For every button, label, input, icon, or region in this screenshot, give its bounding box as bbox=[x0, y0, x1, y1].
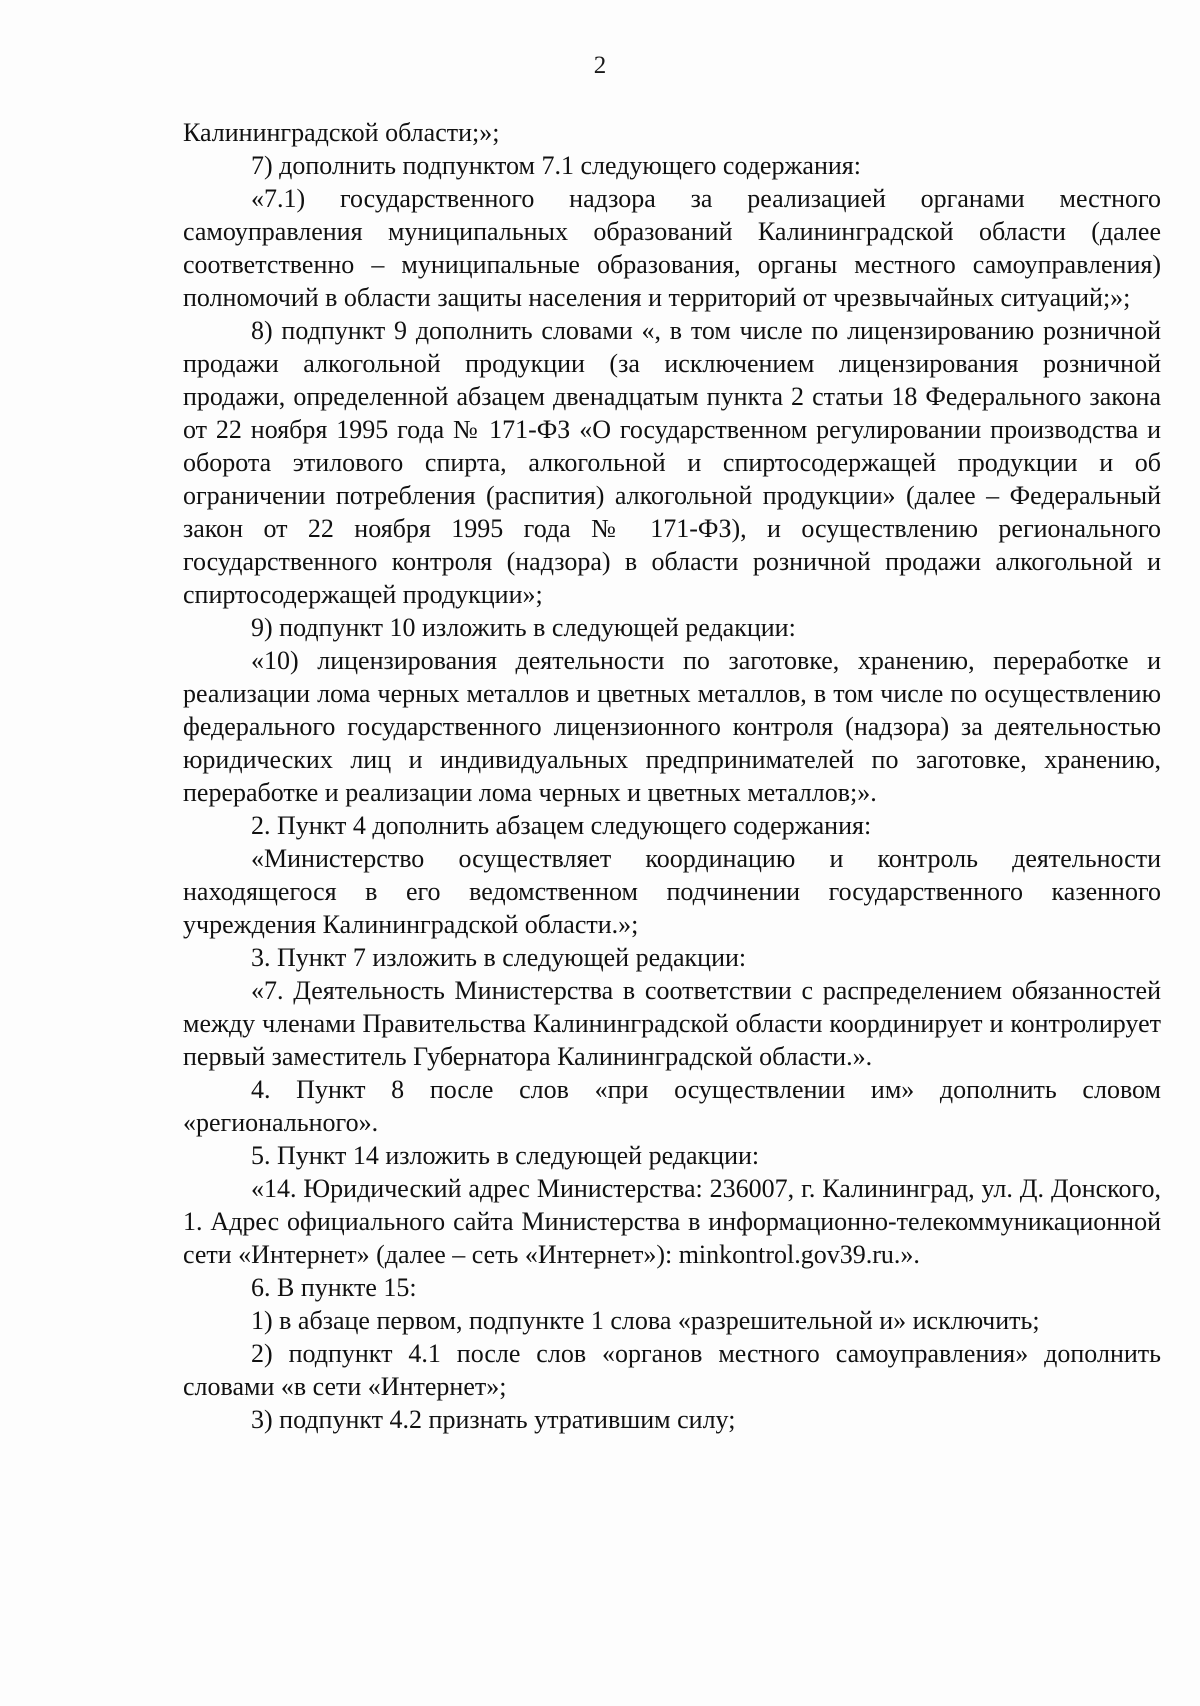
paragraph: «14. Юридический адрес Министерства: 236007, г. Калининград, ул. Д. Донского, 1. Адрес официального сайта Министерства в информационно-телекоммуникационной сети «Интернет» (далее – сеть «Интернет»): minkontrol.gov39.ru.». bbox=[183, 1174, 1161, 1269]
paragraph: 3. Пункт 7 изложить в следующей редакции: bbox=[251, 943, 747, 972]
paragraph: 8) подпункт 9 дополнить словами «, в том числе по лицензированию розничной продажи алкогольной продукции (за исключением лицензирования розничной продажи, определенной абзацем двенадцатым пункта 2 статьи 18 Федерального закона от 22 ноября 1995 года № 171-ФЗ «О государственном регулировании производства и оборота этилового спирта, алкогольной и спиртосодержащей продукции и об ограничении потребления (распития) алкогольной продукции» (далее – Федеральный закон от 22 ноября 1995 года № 171-ФЗ), и осуществлению регионального государственного контроля (надзора) в области розничной продажи алкогольной и спиртосодержащей продукции»; bbox=[183, 316, 1161, 609]
paragraph: 1) в абзаце первом, подпункте 1 слова «разрешительной и» исключить; bbox=[251, 1306, 1040, 1335]
page-number: 2 bbox=[593, 52, 607, 79]
paragraph: 9) подпункт 10 изложить в следующей редакции: bbox=[251, 613, 796, 642]
paragraph: «10) лицензирования деятельности по заготовке, хранению, переработке и реализации лома черных металлов и цветных металлов, в том числе по осуществлению федерального государственного лицензионного контроля (надзора) за деятельностью юридических лиц и индивидуальных предпринимателей по заготовке, хранению, переработке и реализации лома черных и цветных металлов;». bbox=[183, 646, 1161, 807]
paragraph: 2) подпункт 4.1 после слов «органов местного самоуправления» дополнить словами «в сети «Интернет»; bbox=[183, 1339, 1161, 1401]
document-body bbox=[183, 116, 1161, 1436]
paragraph: «Министерство осуществляет координацию и контроль деятельности находящегося в его ведомственном подчинении государственного казенного учреждения Калининградской области.»; bbox=[183, 844, 1161, 939]
paragraph: 5. Пункт 14 изложить в следующей редакции: bbox=[251, 1141, 760, 1170]
paragraph: Калининградской области;»; bbox=[183, 118, 500, 147]
paragraph: 3) подпункт 4.2 признать утратившим силу; bbox=[251, 1405, 736, 1434]
paragraph: 4. Пункт 8 после слов «при осуществлении им» дополнить словом «регионального». bbox=[183, 1075, 1161, 1137]
paragraph: «7. Деятельность Министерства в соответствии с распределением обязанностей между членами Правительства Калининградской области координирует и контролирует первый заместитель Губернатора Калининградской области.». bbox=[183, 976, 1161, 1071]
paragraph: «7.1) государственного надзора за реализацией органами местного самоуправления муниципальных образований Калининградской области (далее соответственно – муниципальные образования, органы местного самоуправления) полномочий в области защиты населения и территорий от чрезвычайных ситуаций;»; bbox=[183, 184, 1161, 312]
paragraph: 2. Пункт 4 дополнить абзацем следующего содержания: bbox=[251, 811, 872, 840]
paragraph: 7) дополнить подпунктом 7.1 следующего содержания: bbox=[251, 151, 861, 180]
paragraph: 6. В пункте 15: bbox=[251, 1273, 417, 1302]
